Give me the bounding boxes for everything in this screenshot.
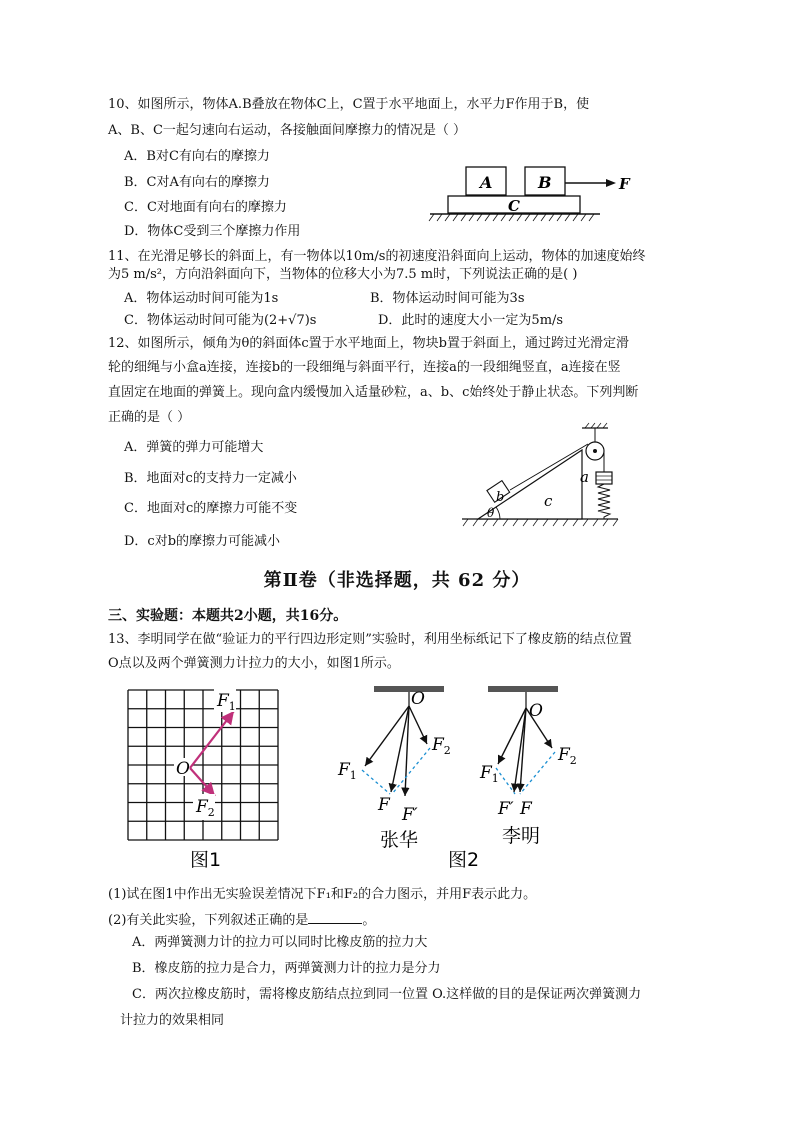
q11-stem-line1: 11、在光滑足够长的斜面上，有一物体以10m/s的初速度沿斜面向上运动，物体的加速度始终	[108, 249, 646, 264]
q11-stem-line2: 为5 m/s²，方向沿斜面向下，当物体的位移大小为7.5 m时，下列说法正确的是( )	[108, 267, 578, 282]
answer-blank[interactable]	[308, 910, 362, 924]
part2-title: 第Ⅱ卷（非选择题，共 62 分）	[263, 570, 531, 591]
q12-stem-line4: 正确的是（ ）	[108, 410, 191, 425]
svg-text:F1: $F_1$	[480, 763, 499, 785]
force-f1-arrow	[190, 711, 234, 768]
q12-option-c: C．地面对c的摩擦力可能不变	[124, 501, 298, 516]
svg-text:F2: $F_2$	[558, 745, 577, 767]
q11-option-d: D．此时的速度大小一定为5m/s	[378, 313, 564, 328]
label-c: c	[544, 492, 553, 510]
q10-blocks-figure	[428, 160, 648, 222]
q10-option-d: D．物体C受到三个摩擦力作用	[124, 224, 301, 239]
q12-stem-line1: 12、如图所示，倾角为θ的斜面体c置于水平地面上，物块b置于斜面上，通过跨过光滑定滑	[108, 336, 629, 351]
label-b: b	[496, 490, 505, 505]
q10-option-c: C．C对地面有向右的摩擦力	[124, 200, 287, 215]
q13-figure1	[120, 686, 290, 871]
q12-incline-figure	[458, 422, 628, 530]
figure2-caption: 图2	[448, 849, 480, 871]
q10-stem-line2: A、B、C一起匀速向右运动，各接触面间摩擦力的情况是（ ）	[108, 123, 467, 138]
label-c: C	[508, 197, 520, 215]
svg-text:F′: F′	[402, 805, 418, 825]
svg-text:F: F	[520, 799, 532, 819]
label-theta: θ	[487, 506, 495, 520]
q12-option-d: D．c对b的摩擦力可能减小	[124, 534, 281, 549]
q10-stem-line1: 10、如图所示，物体A.B叠放在物体C上，C置于水平地面上，水平力F作用于B，使	[108, 97, 590, 112]
svg-text:F1: $F_1$	[338, 760, 357, 782]
q13-stem-line2: O点以及两个弹簧测力计拉力的大小，如图1所示。	[108, 656, 400, 671]
left-experiment	[337, 686, 451, 851]
q13-option-c: C．两次拉橡皮筋时，需将橡皮筋结点拉到同一位置 O.这样做的目的是保证两次弹簧测力	[132, 987, 642, 1002]
svg-text:O: O	[411, 689, 425, 709]
q11-option-c: C．物体运动时间可能为(2+√7)s	[124, 313, 317, 328]
q12-stem-line2: 轮的细绳与小盒a连接，连接b的一段细绳与斜面平行，连接a的一段细绳竖直，a连接在竖	[108, 360, 621, 375]
label-f2: $F_2$	[196, 797, 215, 819]
label-f: F	[619, 175, 630, 193]
q10-option-a: A．B对C有向右的摩擦力	[124, 149, 270, 164]
q13-sub1: (1)试在图1中作出无实验误差情况下F₁和F₂的合力图示，并用F表示此力。	[108, 887, 537, 902]
box-a	[596, 472, 612, 484]
q12-stem-line3: 直固定在地面的弹簧上。现向盒内缓慢加入适量砂粒，a、b、c始终处于静止状态。下列判断	[108, 385, 639, 400]
label-f1: $F_1$	[217, 691, 236, 713]
q10-option-b: B．C对A有向右的摩擦力	[124, 175, 270, 190]
svg-text:F: F	[378, 795, 390, 815]
left-name: 张华	[380, 829, 419, 851]
label-o: O	[176, 759, 190, 779]
right-name: 李明	[502, 825, 541, 847]
svg-text:F′: F′	[498, 799, 514, 819]
right-experiment	[479, 686, 577, 847]
label-a: a	[580, 468, 589, 486]
q13-figure2	[330, 680, 590, 875]
section3-heading: 三、实验题：本题共2小题，共16分。	[108, 608, 348, 624]
q12-option-a: A．弹簧的弹力可能增大	[124, 440, 264, 455]
figure1-caption: 图1	[190, 849, 222, 871]
q13-option-a: A．两弹簧测力计的拉力可以同时比橡皮筋的拉力大	[132, 935, 428, 950]
q13-stem-line1: 13、李明同学在做“验证力的平行四边形定则”实验时，利用坐标纸记下了橡皮筋的结点位置	[108, 632, 632, 647]
spring	[598, 484, 610, 519]
label-b: B	[538, 173, 552, 192]
svg-text:O: O	[529, 701, 543, 721]
q11-option-b: B．物体运动时间可能为3s	[370, 291, 525, 306]
label-a: A	[480, 173, 493, 192]
q13-option-b: B．橡皮筋的拉力是合力，两弹簧测力计的拉力是分力	[132, 961, 441, 976]
q13-sub2: (2)有关此实验，下列叙述正确的是 。	[108, 910, 375, 930]
q13-option-c-cont: 计拉力的效果相同	[120, 1013, 225, 1028]
svg-text:F2: $F_2$	[432, 735, 451, 757]
q12-option-b: B．地面对c的支持力一定减小	[124, 471, 297, 486]
q11-option-a: A．物体运动时间可能为1s	[124, 291, 279, 306]
